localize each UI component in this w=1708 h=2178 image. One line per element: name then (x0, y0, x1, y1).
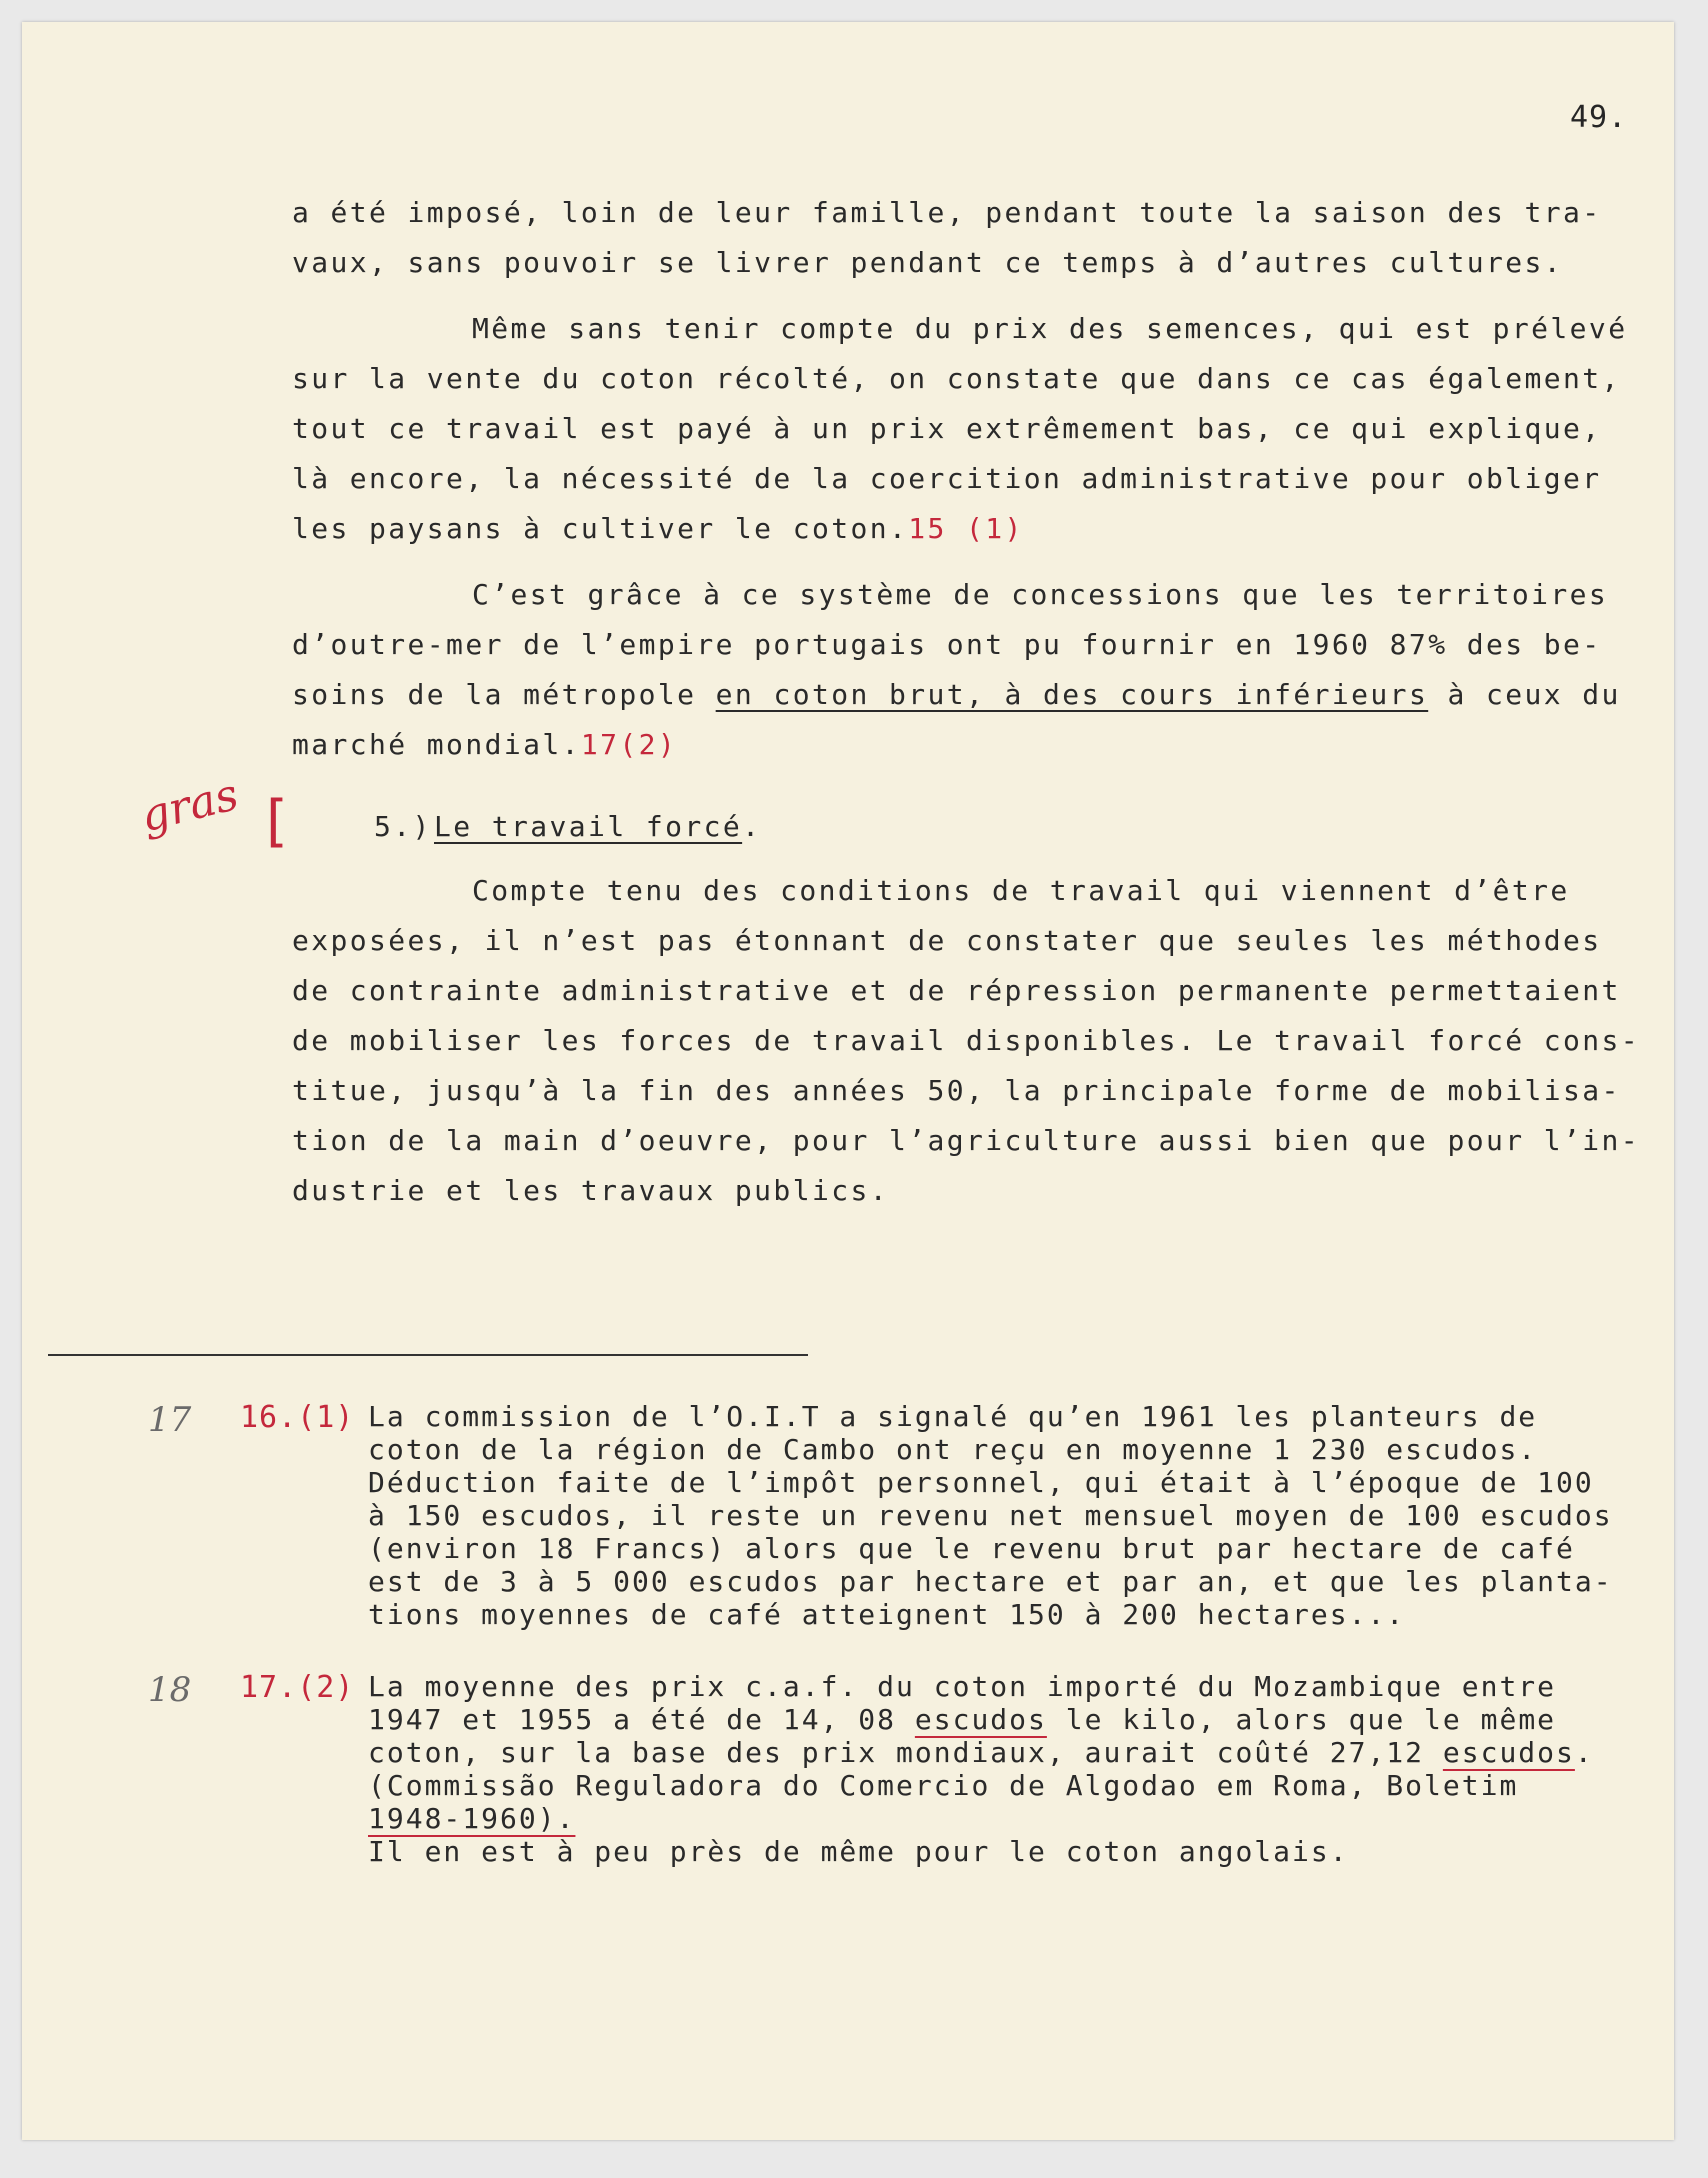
text-line: de mobiliser les forces de travail disponibles. Le travail forcé cons- (292, 1024, 1641, 1057)
text-segment: les paysans à cultiver le coton. (292, 512, 909, 545)
paragraph-2 (292, 304, 1672, 554)
text-line: dustrie et les travaux publics. (292, 1174, 889, 1207)
paragraph-4 (292, 866, 1672, 1216)
text-line (292, 504, 1672, 554)
margin-bracket: [ (266, 789, 288, 854)
footnote-line: 1948-1960). (368, 1802, 576, 1835)
margin-annotation: gras (135, 769, 244, 843)
handwritten-note-number: 18 (148, 1670, 192, 1710)
underlined-phrase: en coton brut, à des cours inférieurs (715, 678, 1429, 711)
text-line: C’est grâce à ce système de concessions que les territoires (472, 578, 1609, 611)
text-line: sur la vente du coton récolté, on constate que dans ce cas également, (292, 362, 1621, 395)
text-line: a été imposé, loin de leur famille, pendant toute la saison des tra- (292, 196, 1602, 229)
footnote-line: La moyenne des prix c.a.f. du coton importé du Mozambique entre (368, 1670, 1557, 1703)
text-line: là encore, la nécessité de la coercition administrative pour obliger (292, 462, 1602, 495)
footnote-line: coton de la région de Cambo ont reçu en moyenne 1 230 escudos. (368, 1433, 1538, 1466)
footnote-line: Déduction faite de l’impôt personnel, qui était à l’époque de 100 (368, 1466, 1594, 1499)
text-line: tion de la main d’oeuvre, pour l’agriculture aussi bien que pour l’in- (292, 1124, 1641, 1157)
footnote-line: tions moyennes de café atteignent 150 à 200 hectares... (368, 1598, 1406, 1631)
underlined-word: escudos (1442, 1736, 1575, 1769)
footnote-text (368, 1670, 1698, 1868)
text-line: Même sans tenir compte du prix des semences, qui est prélevé (472, 312, 1628, 345)
section-title: Le travail forcé (434, 810, 743, 843)
footnote-reference: 15 (1) (908, 512, 1024, 545)
text-line: vaux, sans pouvoir se livrer pendant ce temps à d’autres cultures. (292, 246, 1563, 279)
footnote-line: (Commissão Reguladora do Comercio de Algodao em Roma, Boletim (368, 1769, 1519, 1802)
text-segment: marché mondial. (292, 728, 581, 761)
text-segment: à ceux du (1428, 678, 1621, 711)
footnote-reference: 17(2) (580, 728, 678, 761)
footnote-line: Il en est à peu près de même pour le coton angolais. (368, 1835, 1349, 1868)
text-line: Compte tenu des conditions de travail qui viennent d’être (472, 874, 1570, 907)
footnote-line: à 150 escudos, il reste un revenu net mensuel moyen de 100 escudos (368, 1499, 1613, 1532)
document-page (22, 22, 1674, 2140)
text-line: titue, jusqu’à la fin des années 50, la principale forme de mobilisa- (292, 1074, 1621, 1107)
section-title-end: . (742, 810, 762, 843)
page-number: 49. (1570, 100, 1628, 135)
text-line: de contrainte administrative et de répression permanente permettaient (292, 974, 1621, 1007)
section-heading (374, 802, 761, 852)
footnote-line (368, 1736, 1698, 1769)
text-segment: coton, sur la base des prix mondiaux, aurait coûté 27,12 (368, 1736, 1443, 1769)
text-segment: 1947 et 1955 a été de 14, 08 (368, 1703, 915, 1736)
text-line (292, 670, 1672, 720)
footnote-separator (48, 1354, 808, 1356)
text-segment: le kilo, alors que le même (1046, 1703, 1557, 1736)
footnote-text (368, 1400, 1698, 1631)
text-line: tout ce travail est payé à un prix extrêmement bas, ce qui explique, (292, 412, 1602, 445)
paragraph-1 (292, 188, 1672, 288)
footnote-marker: 17.(2) (240, 1670, 355, 1705)
section-number: 5.) (374, 810, 432, 843)
text-line: exposées, il n’est pas étonnant de constater que seules les méthodes (292, 924, 1602, 957)
footnote-line: (environ 18 Francs) alors que le revenu brut par hectare de café (368, 1532, 1575, 1565)
footnote-line (368, 1703, 1698, 1736)
paragraph-3 (292, 570, 1672, 770)
text-line: d’outre-mer de l’empire portugais ont pu fournir en 1960 87% des be- (292, 628, 1602, 661)
text-segment: soins de la métropole (292, 678, 716, 711)
text-line (292, 720, 1672, 770)
handwritten-note-number: 17 (148, 1400, 192, 1440)
underlined-word: escudos (914, 1703, 1047, 1736)
text-segment: . (1574, 1736, 1594, 1769)
footnote-line: La commission de l’O.I.T a signalé qu’en 1961 les planteurs de (368, 1400, 1538, 1433)
footnote-marker: 16.(1) (240, 1400, 355, 1435)
footnote-line: est de 3 à 5 000 escudos par hectare et par an, et que les planta- (368, 1565, 1613, 1598)
